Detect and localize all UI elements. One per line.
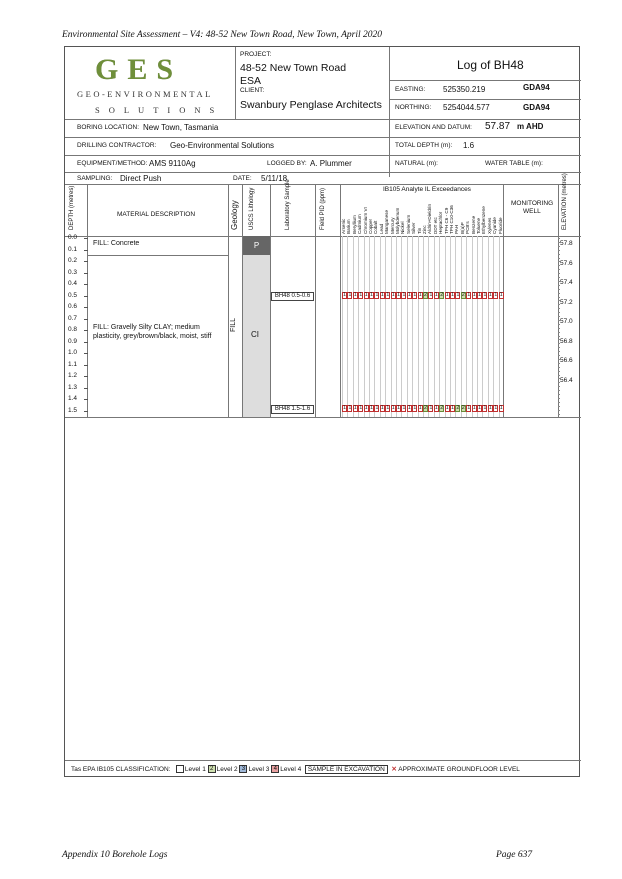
ib105-cell: 1: [478, 405, 482, 411]
sampling-label: SAMPLING:: [77, 175, 113, 182]
boring-location-label: BORING LOCATION:: [77, 124, 139, 131]
elevation-minor-tick: [558, 304, 560, 305]
easting-datum: GDA94: [523, 83, 550, 92]
ib105-cell: 1: [343, 292, 347, 298]
elevation-tick-label: 56.8: [560, 337, 573, 345]
client-label: CLIENT:: [240, 87, 265, 94]
depth-column-header: DEPTH (metres): [69, 185, 75, 230]
ib105-cell: 1: [413, 405, 417, 411]
logged-by-value: A. Plummer: [310, 159, 352, 168]
material-column-header: MATERIAL DESCRIPTION: [117, 211, 196, 218]
analyte-header: Chromium VI: [362, 207, 368, 234]
elevation-minor-tick: [558, 238, 560, 239]
elevation-minor-tick: [558, 414, 560, 415]
level-2-swatch: 2: [208, 765, 216, 773]
depth-tick-label: 0.4: [68, 280, 78, 287]
ib105-cell: 1: [359, 405, 363, 411]
ib105-cell: 1: [456, 292, 460, 298]
ib105-cell: 1: [467, 405, 471, 411]
ib105-cell: 1: [386, 405, 390, 411]
ib105-cell: 1: [418, 405, 422, 411]
ib105-cell: 1: [407, 292, 411, 298]
ib105-cell: 2: [440, 292, 444, 298]
pid-column-header: Field PID (ppm): [320, 187, 326, 230]
ib105-cell: 2: [424, 292, 428, 298]
ib105-cell: 1: [386, 292, 390, 298]
elevation-minor-tick: [558, 281, 560, 282]
analyte-header: Fluoride: [497, 217, 503, 234]
elevation-minor-tick: [558, 363, 560, 364]
elevation-unit: m AHD: [517, 122, 544, 131]
analyte-header: Zinc: [422, 225, 427, 234]
analyte-header: Tin: [416, 227, 422, 234]
ib105-cell: 1: [434, 405, 438, 411]
analyte-header: Benzene: [470, 215, 476, 234]
depth-tick-label: 0.3: [68, 268, 78, 276]
elevation-tick-label: 57.2: [560, 298, 573, 306]
borehole-log-sheet: [64, 46, 580, 777]
elevation-minor-tick: [558, 258, 560, 259]
elevation-minor-tick: [558, 367, 560, 368]
elevation-column-header: ELEVATION (metres): [562, 173, 568, 230]
elevation-minor-tick: [558, 277, 560, 278]
elevation-minor-tick: [558, 250, 560, 251]
ges-logo: GES: [95, 53, 183, 86]
analyte-header: Heptachlor: [438, 211, 444, 234]
groundfloor-key: APPROXIMATE GROUNDFLOOR LEVEL: [398, 766, 520, 773]
ib105-cell: 1: [445, 292, 449, 298]
legend-level-3: Level 3: [248, 766, 270, 773]
depth-tick-label: 1.2: [68, 372, 78, 379]
ib105-cell: 1: [343, 405, 347, 411]
elevation-value: 57.87: [485, 121, 511, 132]
ib105-cell: 1: [402, 405, 406, 411]
sampling-value: Direct Push: [120, 174, 162, 183]
depth-tick: [84, 365, 88, 366]
elevation-minor-tick: [558, 390, 560, 391]
analyte-header: Nickel: [400, 221, 406, 234]
easting-value: 525350.219: [443, 85, 486, 94]
analyte-header: Aldrin+Dieldrin: [427, 203, 433, 234]
total-depth-label: TOTAL DEPTH (m):: [395, 142, 453, 149]
equipment-value: AMS 9110Ag: [149, 159, 196, 168]
elevation-tick-label: 56.6: [560, 357, 573, 364]
depth-tick: [84, 411, 88, 412]
elevation-minor-tick: [558, 351, 560, 352]
depth-tick-label: 0.0: [68, 234, 78, 241]
ib105-cell: 1: [407, 405, 411, 411]
depth-tick: [84, 399, 88, 400]
lab-sample-column-header: Laboratory Sample: [285, 179, 291, 230]
analyte-header: Manganese: [384, 209, 390, 234]
ib105-cell: 1: [472, 405, 476, 411]
equipment-label: EQUIPMENT/METHOD:: [77, 160, 148, 167]
ib105-cell: 1: [467, 292, 471, 298]
ib105-cell: 2: [461, 292, 465, 298]
ib105-cell: 1: [451, 405, 455, 411]
date-label: DATE:: [233, 175, 252, 182]
footer-page-number: Page 637: [496, 850, 533, 860]
elevation-minor-tick: [558, 406, 560, 407]
elevation-minor-tick: [558, 402, 560, 403]
elevation-tick-label: 57.0: [560, 318, 573, 325]
depth-tick-label: 0.2: [68, 257, 78, 264]
elevation-minor-tick: [558, 371, 560, 372]
elevation-minor-tick: [558, 339, 560, 340]
depth-tick: [84, 284, 88, 285]
elevation-minor-tick: [558, 324, 560, 325]
boring-location-value: New Town, Tasmania: [143, 123, 219, 132]
elevation-minor-tick: [558, 285, 560, 286]
document-header: Environmental Site Assessment – V4: 48-52 New Town Road, New Town, April 2020: [62, 30, 383, 40]
elevation-minor-tick: [558, 386, 560, 387]
analyte-header: B(a)P: [459, 222, 465, 234]
analyte-header: Ethylbenzene: [481, 206, 487, 234]
ib105-cell: 1: [397, 292, 401, 298]
elevation-tick-label: 57.6: [560, 259, 573, 267]
elevation-minor-tick: [558, 328, 560, 329]
elevation-minor-tick: [558, 265, 560, 266]
analyte-header: Cadmium: [357, 214, 363, 234]
ib105-cell: 1: [472, 292, 476, 298]
ib105-cell: 1: [494, 292, 498, 298]
elevation-minor-tick: [558, 378, 560, 379]
analyte-header: TPH C10-C36: [449, 205, 454, 234]
legend-bar: [71, 765, 520, 773]
project-value: 48-52 New Town Road: [240, 62, 347, 74]
elevation-minor-tick: [558, 355, 560, 356]
ib105-column-header: IB105 Analyte IL Exceedances: [383, 186, 471, 193]
project-label: PROJECT:: [240, 51, 272, 58]
ib105-cell: 1: [494, 405, 498, 411]
ib105-cell: 1: [359, 292, 363, 298]
depth-tick-label: 1.0: [68, 349, 78, 356]
depth-tick: [84, 388, 88, 389]
ib105-cell: 1: [478, 292, 482, 298]
ib105-cell: 1: [375, 292, 379, 298]
analyte-header: DDT etc: [432, 217, 438, 234]
ib105-cell: 1: [429, 292, 433, 298]
elevation-tick-label: 56.4: [560, 376, 573, 384]
ib105-cell: 1: [445, 405, 449, 411]
elevation-minor-tick: [558, 394, 560, 395]
layer-1-description: FILL: Concrete: [93, 240, 140, 247]
elevation-tick-label: 57.8: [560, 240, 573, 247]
ib105-cell: 1: [499, 292, 503, 298]
analyte-header: PCB's: [465, 221, 471, 234]
ib105-cell: 2: [461, 405, 465, 411]
elevation-minor-tick: [558, 382, 560, 383]
natural-label: NATURAL (m):: [395, 160, 438, 167]
depth-tick: [84, 250, 88, 251]
ib105-cell: 1: [370, 405, 374, 411]
uscs-p-block: P: [243, 236, 270, 255]
elevation-minor-tick: [558, 312, 560, 313]
elevation-minor-tick: [558, 359, 560, 360]
depth-tick-label: 0.1: [68, 245, 78, 253]
elevation-minor-tick: [558, 320, 560, 321]
elevation-minor-tick: [558, 316, 560, 317]
elevation-minor-tick: [558, 347, 560, 348]
uscs-ci-label: CI: [251, 330, 259, 339]
analyte-header: Mercury: [389, 217, 395, 234]
sample-in-excavation-key: SAMPLE IN EXCAVATION: [305, 765, 388, 774]
level-3-swatch: 3: [239, 765, 247, 773]
easting-label: EASTING:: [395, 86, 426, 93]
ib105-cell: 1: [391, 292, 395, 298]
elevation-minor-tick: [558, 246, 560, 247]
date-value: 5/11/18: [261, 174, 288, 183]
depth-tick-label: 0.5: [68, 291, 78, 299]
northing-value: 5254044.577: [443, 103, 490, 112]
depth-tick-label: 0.7: [68, 314, 78, 322]
water-table-label: WATER TABLE (m):: [485, 160, 543, 167]
depth-tick: [84, 376, 88, 377]
analyte-header: Copper: [368, 218, 373, 234]
elevation-minor-tick: [558, 261, 560, 262]
elevation-minor-tick: [558, 297, 560, 298]
level-1-swatch: [176, 765, 184, 773]
elevation-minor-tick: [558, 254, 560, 255]
depth-tick: [84, 238, 88, 239]
depth-tick-label: 1.1: [68, 360, 78, 368]
ib105-cell: 1: [451, 292, 455, 298]
elevation-minor-tick: [558, 273, 560, 274]
elevation-minor-tick: [558, 343, 560, 344]
ib105-cell: 1: [418, 292, 422, 298]
client-value: Swanbury Penglase Architects: [240, 99, 382, 111]
elevation-minor-tick: [558, 293, 560, 294]
depth-tick: [84, 353, 88, 354]
ib105-cell: 1: [434, 292, 438, 298]
elevation-minor-tick: [558, 269, 560, 270]
elevation-minor-tick: [558, 300, 560, 301]
drilling-contractor-value: Geo-Environmental Solutions: [170, 141, 275, 150]
depth-tick: [84, 273, 88, 274]
ib105-cell: 1: [488, 292, 492, 298]
logo-line-2: SOLUTIONS: [95, 105, 224, 115]
ib105-cell: 1: [488, 405, 492, 411]
log-title: Log of BH48: [457, 58, 524, 72]
analyte-header: Xylenes: [486, 217, 492, 234]
analyte-header: Cyanide: [492, 217, 498, 234]
depth-tick-label: 1.5: [68, 406, 78, 414]
ib105-cell: 2: [440, 405, 444, 411]
legend-level-4: Level 4: [280, 766, 302, 773]
level-4-swatch: 4: [271, 765, 279, 773]
total-depth-value: 1.6: [463, 141, 475, 150]
legend-level-2: Level 2: [216, 766, 238, 773]
depth-tick-label: 0.8: [68, 326, 78, 333]
depth-tick: [84, 342, 88, 343]
ib105-cell: 1: [429, 405, 433, 411]
depth-tick-label: 1.3: [68, 383, 78, 391]
analyte-header: Arsenic: [341, 218, 346, 234]
monitoring-well-header-line2: WELL: [523, 208, 541, 215]
analyte-header: Lead: [378, 223, 384, 234]
cross-icon: ✕: [391, 766, 397, 773]
layer-2-description: FILL: Gravelly Silty CLAY; medium plasticity, grey/brown/black, moist, stiff: [93, 324, 212, 340]
northing-label: NORTHING:: [395, 104, 432, 111]
ib105-cell: 1: [348, 405, 352, 411]
depth-tick-label: 0.9: [68, 337, 78, 345]
project-value-2: ESA: [240, 75, 262, 87]
footer-left: Appendix 10 Borehole Logs: [62, 850, 168, 860]
analyte-header: Toluene: [476, 217, 481, 234]
ib105-cell: 1: [483, 405, 487, 411]
elevation-minor-tick: [558, 410, 560, 411]
ib105-cell: 1: [499, 405, 503, 411]
logo-line-1: GEO-ENVIRONMENTAL: [77, 89, 213, 99]
ib105-cell: 1: [413, 292, 417, 298]
legend-level-1: Level 1: [184, 766, 206, 773]
analyte-header: PAH: [454, 224, 460, 234]
analyte-header: Selenium: [405, 214, 411, 234]
elevation-minor-tick: [558, 398, 560, 399]
ib105-cell: 1: [391, 405, 395, 411]
northing-datum: GDA94: [523, 103, 550, 112]
depth-tick-label: 0.6: [68, 303, 78, 310]
logged-by-label: LOGGED BY:: [267, 160, 307, 167]
ib105-cell: 1: [364, 292, 368, 298]
depth-tick: [84, 296, 88, 297]
elevation-minor-tick: [558, 242, 560, 243]
ib105-cell: 1: [348, 292, 352, 298]
drilling-contractor-label: DRILLING CONTRACTOR:: [77, 142, 157, 149]
ib105-cell: 1: [364, 405, 368, 411]
elevation-minor-tick: [558, 375, 560, 376]
monitoring-well-header-line1: MONITORING: [511, 200, 554, 207]
ib105-cell: 1: [380, 292, 384, 298]
depth-tick: [84, 261, 88, 262]
analyte-header: Barium: [346, 219, 352, 234]
elevation-minor-tick: [558, 336, 560, 337]
ib105-cell: 1: [380, 405, 384, 411]
analyte-header: TPH C6 - C9: [443, 207, 449, 234]
ib105-cell: 2: [424, 405, 428, 411]
analyte-header: Beryllium: [351, 215, 357, 234]
legend-title: Tas EPA IB105 CLASSIFICATION:: [71, 766, 171, 773]
geology-unit: FILL: [230, 317, 237, 332]
ib105-cell: 1: [353, 292, 357, 298]
ib105-cell: 1: [353, 405, 357, 411]
ib105-cell: 2: [456, 405, 460, 411]
lab-sample-2: BH48 1.5-1.6: [271, 405, 314, 414]
elevation-minor-tick: [558, 332, 560, 333]
elevation-label: ELEVATION AND DATUM:: [395, 124, 472, 131]
ib105-cell: 1: [483, 292, 487, 298]
ib105-cell: 1: [370, 292, 374, 298]
elevation-minor-tick: [558, 289, 560, 290]
analyte-header: Molybdenum: [395, 207, 400, 234]
depth-tick: [84, 330, 88, 331]
geology-column-header: Geology: [230, 200, 239, 230]
ib105-cell: 1: [375, 405, 379, 411]
ib105-cell: 1: [402, 292, 406, 298]
analyte-header: Silver: [411, 222, 417, 234]
depth-tick: [84, 319, 88, 320]
elevation-tick-label: 57.4: [560, 279, 573, 286]
analyte-header: Cobalt: [373, 220, 379, 234]
lab-sample-1: BH48 0.5-0.6: [271, 292, 314, 301]
depth-tick-label: 1.4: [68, 395, 78, 402]
depth-tick: [84, 307, 88, 308]
elevation-minor-tick: [558, 308, 560, 309]
uscs-column-header: USCS Lithology: [249, 187, 255, 230]
ib105-cell: 1: [397, 405, 401, 411]
